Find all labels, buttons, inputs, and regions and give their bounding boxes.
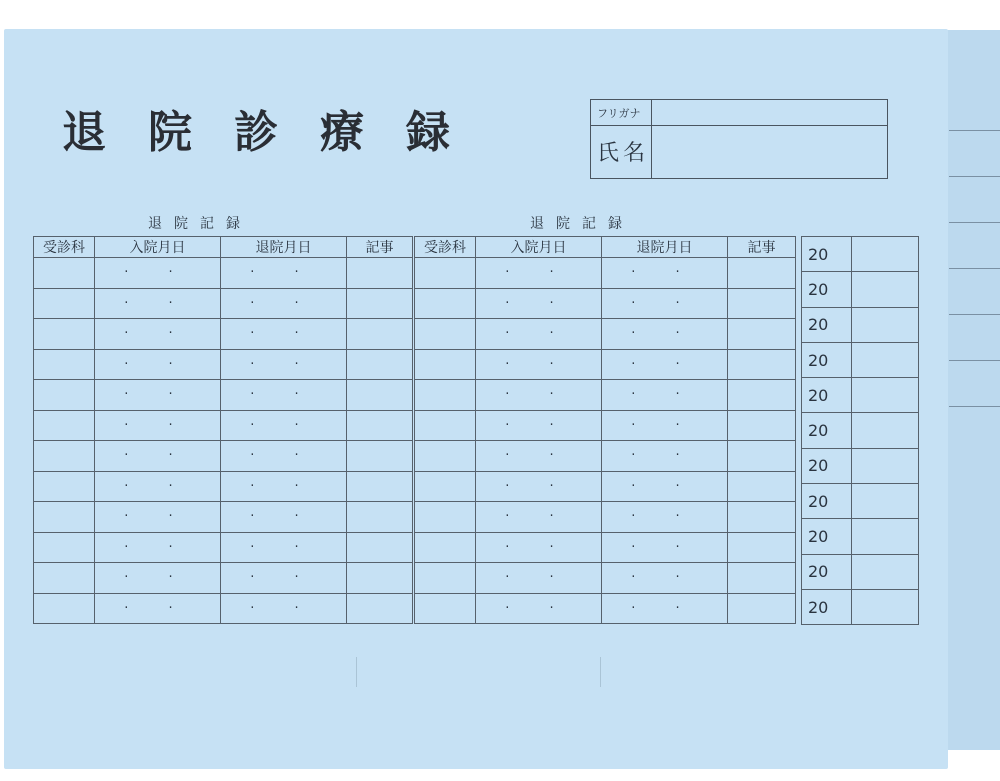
cell-discharge-date[interactable]: · · (602, 471, 728, 502)
cell-notes[interactable] (728, 563, 796, 594)
cell-admission-date[interactable]: · · (95, 410, 221, 441)
table-row (415, 563, 796, 594)
cell-notes[interactable] (728, 349, 796, 380)
cell-department[interactable] (415, 380, 476, 411)
cell-department[interactable] (415, 349, 476, 380)
header-admission-date: 入院月日 (476, 237, 602, 258)
cell-discharge-date[interactable]: · · (221, 563, 347, 594)
table-row (34, 319, 413, 350)
cell-department[interactable] (415, 471, 476, 502)
fold-mark (600, 657, 601, 687)
cell-admission-date[interactable]: · · (476, 502, 602, 533)
table-row (34, 563, 413, 594)
table-row (415, 288, 796, 319)
cell-discharge-date[interactable]: · · (602, 532, 728, 563)
cell-notes[interactable] (728, 502, 796, 533)
cell-department[interactable] (415, 410, 476, 441)
form-title: 退院診療録 (62, 107, 492, 158)
table-row (415, 532, 796, 563)
table-row (415, 380, 796, 411)
cell-department[interactable] (415, 532, 476, 563)
index-tab-divider (949, 176, 1000, 177)
cell-discharge-date[interactable]: · · (602, 319, 728, 350)
cell-notes[interactable] (728, 288, 796, 319)
cell-discharge-date[interactable]: · · (221, 288, 347, 319)
year-prefix[interactable]: 20 (802, 342, 852, 377)
index-tab-divider (949, 130, 1000, 131)
index-tab-divider (949, 406, 1000, 407)
year-row (802, 413, 919, 448)
index-tab-divider (949, 360, 1000, 361)
year-row (802, 589, 919, 624)
year-entry[interactable] (852, 484, 919, 519)
table-row (34, 410, 413, 441)
cell-discharge-date[interactable]: · · (602, 258, 728, 289)
cell-notes[interactable] (347, 532, 413, 563)
year-entry[interactable] (852, 413, 919, 448)
cell-discharge-date[interactable]: · · (602, 380, 728, 411)
name-box (590, 99, 888, 179)
table-row (415, 441, 796, 472)
cell-department[interactable] (34, 502, 95, 533)
year-entry[interactable] (852, 237, 919, 272)
cell-department[interactable] (415, 258, 476, 289)
cell-notes[interactable] (728, 593, 796, 624)
furigana-label: フリガナ (597, 107, 641, 120)
cell-notes[interactable] (347, 502, 413, 533)
cell-department[interactable] (34, 288, 95, 319)
cell-notes[interactable] (728, 319, 796, 350)
cell-admission-date[interactable]: · · (95, 258, 221, 289)
year-entry[interactable] (852, 307, 919, 342)
cell-discharge-date[interactable]: · · (221, 349, 347, 380)
cell-admission-date[interactable]: · · (95, 441, 221, 472)
table-row (34, 349, 413, 380)
cell-discharge-date[interactable]: · · (602, 593, 728, 624)
table-row (415, 471, 796, 502)
cell-notes[interactable] (728, 441, 796, 472)
header-notes: 記事 (347, 237, 413, 258)
cell-admission-date[interactable]: · · (476, 319, 602, 350)
cell-discharge-date[interactable]: · · (221, 380, 347, 411)
cell-admission-date[interactable]: · · (95, 349, 221, 380)
cell-department[interactable] (34, 532, 95, 563)
header-discharge-date: 退院月日 (221, 237, 347, 258)
cell-discharge-date[interactable]: · · (221, 319, 347, 350)
cell-department[interactable] (34, 349, 95, 380)
cell-department[interactable] (415, 502, 476, 533)
folder-back-panel (944, 30, 1000, 750)
discharge-record-table-right (414, 236, 796, 624)
year-prefix[interactable]: 20 (802, 448, 852, 483)
cell-notes[interactable] (347, 349, 413, 380)
table-row (34, 380, 413, 411)
cell-admission-date[interactable]: · · (476, 593, 602, 624)
table-row (34, 532, 413, 563)
cell-discharge-date[interactable]: · · (221, 502, 347, 533)
year-prefix[interactable]: 20 (802, 272, 852, 307)
cell-discharge-date[interactable]: · · (221, 532, 347, 563)
cell-admission-date[interactable]: · · (95, 532, 221, 563)
cell-notes[interactable] (728, 380, 796, 411)
cell-department[interactable] (34, 410, 95, 441)
year-prefix[interactable]: 20 (802, 307, 852, 342)
year-row (802, 519, 919, 554)
discharge-record-table-left (33, 236, 413, 624)
cell-notes[interactable] (347, 471, 413, 502)
cell-admission-date[interactable]: · · (476, 532, 602, 563)
year-row (802, 342, 919, 377)
cell-admission-date[interactable]: · · (95, 502, 221, 533)
cell-admission-date[interactable]: · · (95, 471, 221, 502)
cell-admission-date[interactable]: · · (476, 258, 602, 289)
cell-department[interactable] (415, 441, 476, 472)
cell-notes[interactable] (347, 410, 413, 441)
cell-discharge-date[interactable]: · · (221, 258, 347, 289)
year-prefix[interactable]: 20 (802, 484, 852, 519)
cell-discharge-date[interactable]: · · (602, 563, 728, 594)
cell-notes[interactable] (347, 441, 413, 472)
cell-department[interactable] (415, 288, 476, 319)
cell-discharge-date[interactable]: · · (602, 410, 728, 441)
table-row (415, 593, 796, 624)
cell-notes[interactable] (728, 471, 796, 502)
cell-department[interactable] (34, 441, 95, 472)
cell-department[interactable] (415, 563, 476, 594)
table-row (34, 258, 413, 289)
header-department: 受診科 (34, 237, 95, 258)
cell-admission-date[interactable]: · · (476, 471, 602, 502)
year-entry[interactable] (852, 378, 919, 413)
cell-discharge-date[interactable]: · · (221, 471, 347, 502)
cell-admission-date[interactable]: · · (95, 319, 221, 350)
cell-notes[interactable] (347, 288, 413, 319)
table-row (34, 441, 413, 472)
cell-discharge-date[interactable]: · · (602, 441, 728, 472)
year-row (802, 484, 919, 519)
year-prefix[interactable]: 20 (802, 554, 852, 589)
cell-admission-date[interactable]: · · (95, 288, 221, 319)
index-tab-divider (949, 314, 1000, 315)
cell-notes[interactable] (728, 532, 796, 563)
cell-department[interactable] (34, 593, 95, 624)
cell-department[interactable] (34, 258, 95, 289)
header-notes: 記事 (728, 237, 796, 258)
year-entry[interactable] (852, 554, 919, 589)
table-row (34, 593, 413, 624)
year-prefix[interactable]: 20 (802, 378, 852, 413)
index-tab-divider (949, 268, 1000, 269)
year-entry[interactable] (852, 448, 919, 483)
year-row (802, 237, 919, 272)
year-entry[interactable] (852, 342, 919, 377)
cell-admission-date[interactable]: · · (476, 410, 602, 441)
cell-department[interactable] (34, 319, 95, 350)
cell-admission-date[interactable]: · · (95, 593, 221, 624)
header-admission-date: 入院月日 (95, 237, 221, 258)
cell-admission-date[interactable]: · · (476, 563, 602, 594)
year-row (802, 554, 919, 589)
table-row (415, 319, 796, 350)
year-row (802, 448, 919, 483)
header-department: 受診科 (415, 237, 476, 258)
year-entry[interactable] (852, 519, 919, 554)
year-row (802, 378, 919, 413)
table-row (415, 258, 796, 289)
cell-department[interactable] (34, 471, 95, 502)
cell-admission-date[interactable]: · · (95, 380, 221, 411)
cell-notes[interactable] (728, 258, 796, 289)
cell-department[interactable] (415, 319, 476, 350)
index-tab-divider (949, 222, 1000, 223)
table-row (415, 410, 796, 441)
year-prefix[interactable]: 20 (802, 519, 852, 554)
year-prefix[interactable]: 20 (802, 237, 852, 272)
year-prefix[interactable]: 20 (802, 413, 852, 448)
cell-admission-date[interactable]: · · (476, 380, 602, 411)
cell-admission-date[interactable]: · · (476, 441, 602, 472)
header-discharge-date: 退院月日 (602, 237, 728, 258)
section-title-left: 退院記録 (148, 216, 252, 232)
year-row (802, 307, 919, 342)
cell-discharge-date[interactable]: · · (602, 288, 728, 319)
fold-mark (356, 657, 357, 687)
cell-department[interactable] (415, 593, 476, 624)
cell-discharge-date[interactable]: · · (221, 593, 347, 624)
table-row (415, 349, 796, 380)
section-title-right: 退院記録 (530, 216, 634, 232)
table-row (415, 502, 796, 533)
cell-notes[interactable] (347, 593, 413, 624)
cell-discharge-date[interactable]: · · (221, 410, 347, 441)
cell-department[interactable] (34, 563, 95, 594)
cell-department[interactable] (34, 380, 95, 411)
cell-notes[interactable] (347, 319, 413, 350)
year-entry[interactable] (852, 589, 919, 624)
cell-admission-date[interactable]: · · (95, 563, 221, 594)
cell-notes[interactable] (347, 380, 413, 411)
table-row (34, 502, 413, 533)
cell-discharge-date[interactable]: · · (602, 502, 728, 533)
cell-discharge-date[interactable]: · · (602, 349, 728, 380)
table-row (34, 471, 413, 502)
cell-notes[interactable] (728, 410, 796, 441)
cell-admission-date[interactable]: · · (476, 288, 602, 319)
year-row (802, 272, 919, 307)
table-row (34, 288, 413, 319)
cell-notes[interactable] (347, 258, 413, 289)
name-label: 氏名 (597, 141, 650, 166)
year-entry[interactable] (852, 272, 919, 307)
cell-discharge-date[interactable]: · · (221, 441, 347, 472)
cell-notes[interactable] (347, 563, 413, 594)
year-table (801, 236, 919, 625)
cell-admission-date[interactable]: · · (476, 349, 602, 380)
year-prefix[interactable]: 20 (802, 589, 852, 624)
